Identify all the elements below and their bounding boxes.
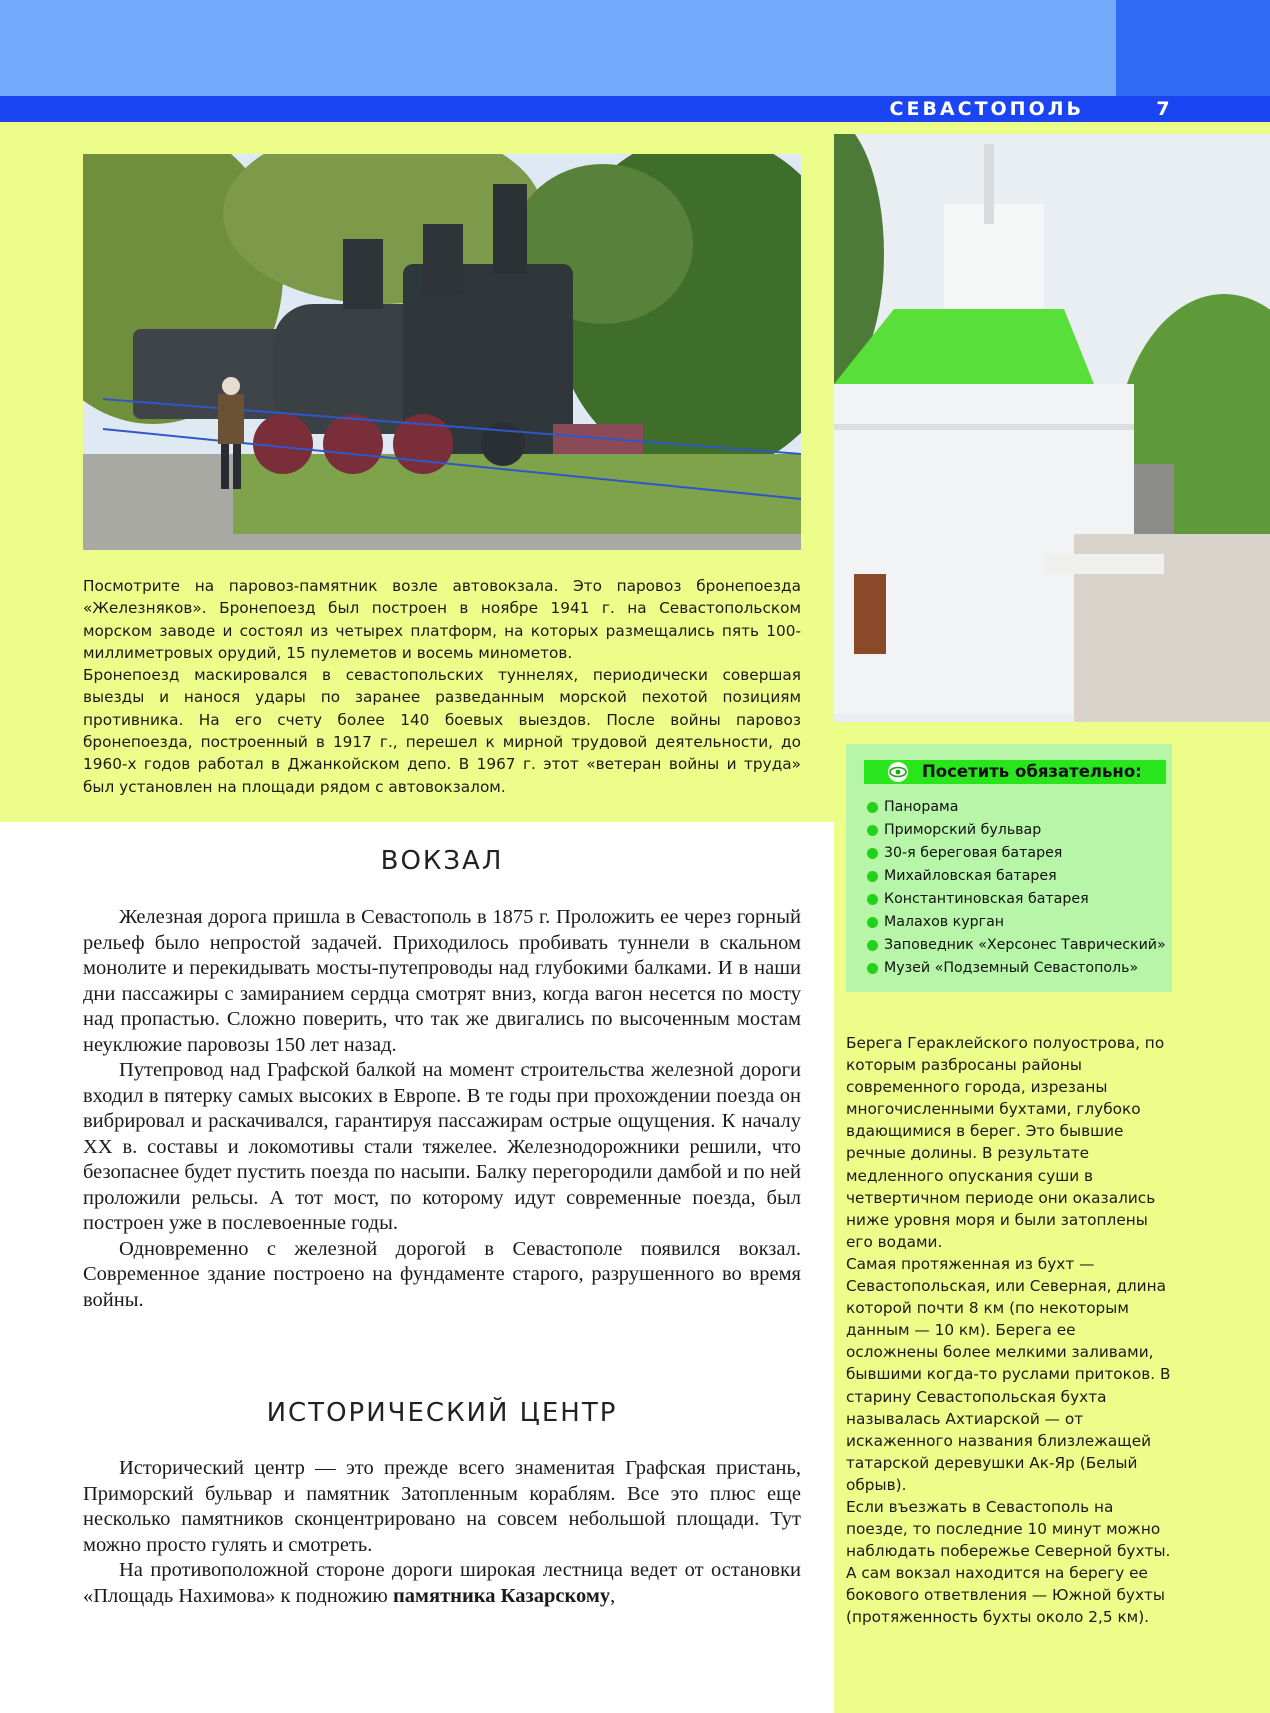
- running-title: СЕВАСТОПОЛЬ: [889, 98, 1084, 120]
- body-text-run: На противоположной стороне дороги широкая лестница ведет от остановки «Площадь Нахимова» к подножию: [83, 1559, 801, 1607]
- historic-center-body: [83, 1456, 801, 1609]
- sidebar-paragraph: Берега Гераклейского полуострова, по которым разбросаны районы современного города, изрезаны многочисленными бухтами, глубоко вдающимися в берег. Это бывшие речные долины. В результате медленного опускания суши в четвертичном периоде они оказались ниже уровня моря и были затоплены его водами.: [846, 1034, 1165, 1251]
- body-paragraph: Путепровод над Графской балкой на момент строительства железной дороги входил в пятерку самых высоких в Европе. В те годы при прохождении поезда он вибрировал и раскачивался, гарантируя пассажирам острые ощущения. К началу XX в. составы и локомотивы стали тяжелее. Железнодорожники решили, что безопаснее будет пустить поезда по насыпи. Балку перегородили дамбой и по ней проложили рельсы. А тот мост, по которому идут современные поезда, был построен уже в послевоенные годы.: [83, 1059, 801, 1234]
- list-item: Михайловская батарея: [866, 865, 1166, 888]
- page-number: 7: [1156, 98, 1170, 120]
- body-paragraph: Одновременно с железной дорогой в Севастополе появился вокзал. Современное здание построено на фундаменте старого, разрушенного во время войны.: [83, 1237, 801, 1311]
- eye-icon: [884, 762, 912, 782]
- vokzal-body: [83, 905, 801, 1313]
- list-item: Музей «Подземный Севастополь»: [866, 957, 1166, 980]
- must-see-title: Посетить обязательно:: [922, 762, 1142, 781]
- list-item: Панорама: [866, 796, 1166, 819]
- section-heading-historic-center: ИСТОРИЧЕСКИЙ ЦЕНТР: [266, 1398, 618, 1428]
- body-paragraph: Исторический центр — это прежде всего знаменитая Графская пристань, Приморский бульвар и памятник Затопленным кораблям. Все это плюс еще несколько памятников сконцентрировано на совсем небольшой площади. Тут можно просто гулять и смотреть.: [83, 1457, 801, 1556]
- caption-paragraph: Бронепоезд маскировался в севастопольских туннелях, периодически совершая выезды и нанося удары по заранее разведанным морской пехотой позициям противника. На его счету более 140 боевых выездов. После войны паровоз бронепоезда, построенный в 1917 г., перешел к мирной трудовой деятельности, до 1960-х годов работал в Джанкойском депо. В 1967 г. этот «ветеран войны и труда» был установлен на площади рядом с автовокзалом.: [83, 666, 801, 796]
- caption-paragraph: Посмотрите на паровоз-памятник возле автовокзала. Это паровоз бронепоезда «Железняков». Бронепоезд был построен в ноябре 1941 г. на Севастопольском морском заводе и состоял из четырех платформ, на которых размещались пять 100-миллиметровых орудий, 15 пулеметов и восемь минометов.: [83, 577, 801, 662]
- monument-name: памятника Казарскому: [392, 1584, 611, 1607]
- list-item: Константиновская батарея: [866, 888, 1166, 911]
- body-paragraph: Железная дорога пришла в Севастополь в 1875 г. Проложить ее через горный рельеф было непростой задачей. Приходилось пробивать туннели в скальном монолите и перекидывать мосты-путепроводы над глубокими балками. И в наши дни пассажиры с замиранием сердца смотрят вниз, когда вагон несется по мосту над пропастью. Сложно поверить, что так же двигались по высоченным мостам неуклюжие паровозы 150 лет назад.: [83, 906, 801, 1056]
- photo-caption: [83, 575, 801, 798]
- section-heading-vokzal: ВОКЗАЛ: [380, 846, 504, 876]
- list-item: Приморский бульвар: [866, 819, 1166, 842]
- sidebar-paragraph: Самая протяженная из бухт — Севастопольская, или Северная, длина которой почти 8 км (по некоторым данным — 10 км). Берега ее осложнены более мелкими заливами, бывшими когда-то руслами притоков. В старину Севастопольская бухта называлась Ахтиарской — от искаженного названия близлежащей татарской деревушки Ак-Яр (Белый обрыв).: [846, 1254, 1171, 1494]
- locomotive-photo: [83, 154, 801, 550]
- body-text-run: ,: [610, 1584, 616, 1607]
- must-see-list: [866, 796, 1166, 980]
- list-item: 30-я береговая батарея: [866, 842, 1166, 865]
- sidebar-paragraph: Если въезжать в Севастополь на поезде, то последние 10 минут можно наблюдать побережье Северной бухты. А сам вокзал находится на берегу ее бокового ответвления — Южной бухты (протяженность бухты около 2,5 км).: [846, 1497, 1171, 1627]
- list-item: Малахов курган: [866, 911, 1166, 934]
- header-corner-block: [1116, 0, 1270, 96]
- list-item: Заповедник «Херсонес Таврический»: [866, 934, 1166, 957]
- header-band: [0, 0, 1270, 96]
- sidebar-text: [846, 1032, 1172, 1629]
- railway-station-photo: [834, 134, 1270, 722]
- body-paragraph: [83, 1558, 801, 1609]
